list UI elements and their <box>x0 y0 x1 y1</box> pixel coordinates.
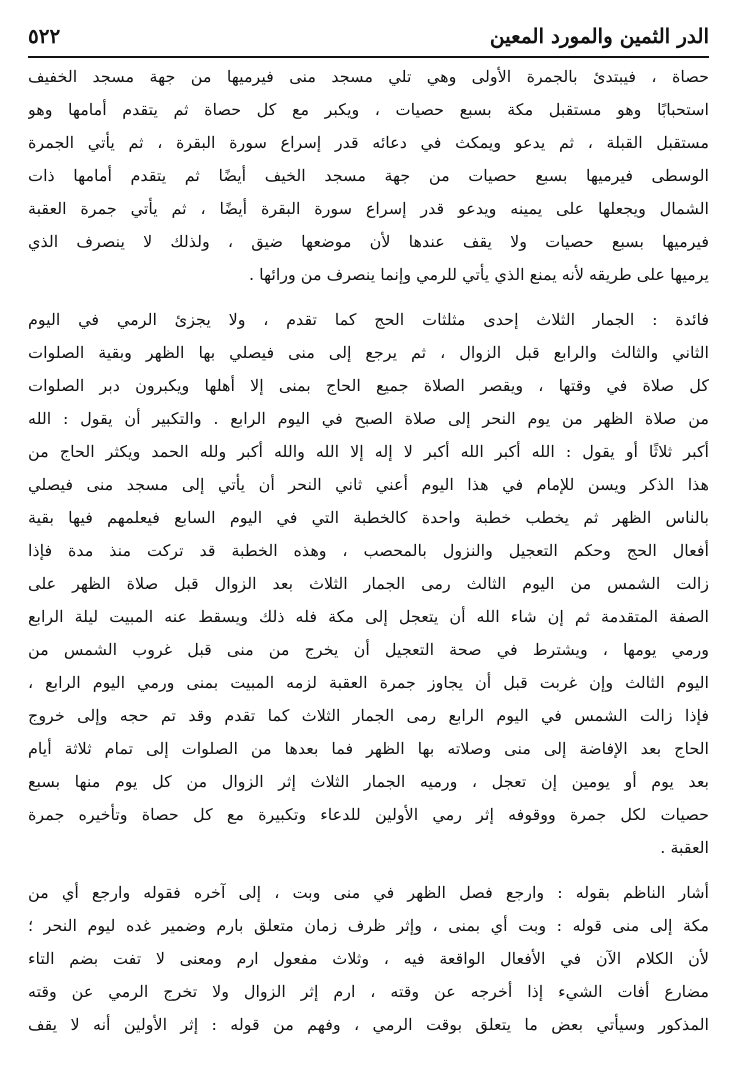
text-line: بعد يوم أو يومين إن تعجل ، ورميه الجمار الثلاث إثر الزوال من كل يوم منها بسبع <box>28 772 709 791</box>
text-line: مضارع أفات الشيء إذا أخرجه عن وقته ، ارم إثر الزوال ولا تخرج الرمي عن وقته <box>28 982 709 1001</box>
text-line: اليوم الثالث وإن غربت قبل أن يجاوز جمرة العقبة لزمه المبيت بمنى ورمي اليوم الرابع ، <box>28 673 709 692</box>
text-line: الوسطى فيرميها بسبع حصيات من جهة مسجد الخيف أيضًا ثم يتقدم أمامها ذات <box>28 166 709 185</box>
text-line: فائدة : الجمار الثلاث إحدى مثلثات الحج كما تقدم ، ولا يجزئ الرمي في اليوم <box>28 310 709 329</box>
text-line: حصيات لكل جمرة ووقوفه إثر رمي الأولين للدعاء وتكبيرة مع كل حصاة وتأخيره جمرة <box>28 805 709 824</box>
text-line: مستقبل القبلة ، ثم يدعو ويمكث في دعائه قدر إسراع سورة البقرة ، ثم يأتي الجمرة <box>28 133 709 152</box>
text-line: الحاج بعد الإفاضة إلى منى وصلاته بها الظهر فما بعدها من الصلوات إلى تمام ثلاثة أيام <box>28 739 709 758</box>
text-line: بالناس الظهر ثم يخطب خطبة واحدة كالخطبة التي في اليوم السابع فيعلمهم فيها بقية <box>28 508 709 527</box>
paragraph-1 <box>28 60 709 291</box>
paragraph-gap <box>28 291 709 303</box>
text-line: فيرميها بسبع حصيات ولا يقف عندها لأن موضعها ضيق ، ولذلك لا ينصرف الذي <box>28 232 709 251</box>
text-line: من صلاة الظهر من يوم النحر إلى صلاة الصبح في اليوم الرابع . والتكبير أن يقول : الله <box>28 409 709 428</box>
text-line: أشار الناظم بقوله : وارجع فصل الظهر في منى وبت ، إلى آخره فقوله وارجع أي من <box>28 883 709 902</box>
page-number: ٥٢٢ <box>28 24 61 48</box>
page-header <box>28 22 709 58</box>
text-line: أفعال الحج وحكم التعجيل والنزول بالمحصب ، وهذه الخطبة قد تركت منذ مدة فإذا <box>28 541 709 560</box>
text-line: المذكور وسيأتي بعض ما يتعلق بوقت الرمي ، وفهم من قوله : إثر الأولين أنه لا يقف <box>28 1015 709 1034</box>
text-line: ورمي يومها ، ويشترط في صحة التعجيل أن يخرج من منى قبل غروب الشمس من <box>28 640 709 659</box>
paragraph-3 <box>28 876 709 1041</box>
text-line: يرميها على طريقه لأنه يمنع الذي يأتي للرمي وإنما ينصرف من ورائها . <box>248 265 709 284</box>
text-line: الصفة المتقدمة ثم إن شاء الله أن يتعجل إلى مكة فله ذلك ويسقط عنه المبيت ليلة الرابع <box>28 607 709 626</box>
text-line: زالت الشمس من اليوم الثالث رمى الجمار الثلاث بعد الزوال قبل صلاة الظهر على <box>28 574 709 593</box>
paragraph-gap <box>28 864 709 876</box>
text-line: فإذا زالت الشمس في اليوم الرابع رمى الجمار الثلاث كما تقدم وقد تم حجه وإلى خروج <box>28 706 709 725</box>
text-line: مكة إلى منى قوله : وبت أي بمنى ، وإثر ظرف زمان متعلق بارم وضمير غده ليوم النحر ؛ <box>28 916 709 935</box>
text-line: لأن الكلام الآن في الأفعال الواقعة فيه ، وثلاث مفعول ارم ومعنى لا تفت بضم التاء <box>28 949 709 968</box>
page-body <box>28 60 709 1041</box>
text-line: استحبابًا وهو مستقبل مكة بسبع حصيات ، ويكبر مع كل حصاة ثم يتقدم أمامها وهو <box>28 100 709 119</box>
text-line: العقبة . <box>660 838 709 857</box>
text-line: كل صلاة في وقتها ، ويقصر الصلاة جميع الحاج بمنى إلا أهلها ويكبرون دبر الصلوات <box>28 376 709 395</box>
paragraph-2 <box>28 303 709 864</box>
text-line: الثاني والثالث والرابع قبل الزوال ، ثم يرجع إلى منى فيصلي بها الظهر وبقية الصلوات <box>28 343 709 362</box>
text-line: الشمال ويجعلها على يمينه ويدعو قدر إسراع سورة البقرة أيضًا ، ثم يأتي جمرة العقبة <box>28 199 709 218</box>
running-title: الدر الثمين والمورد المعين <box>489 24 709 48</box>
text-line: أكبر ثلاثًا أو يقول : الله أكبر الله أكبر لا إله إلا الله والله أكبر ولله الحمد ويكثر الحاج من <box>28 442 709 461</box>
text-line: حصاة ، فيبتدئ بالجمرة الأولى وهي تلي مسجد منى فيرميها من جهة مسجد الخفيف <box>28 67 709 86</box>
text-line: هذا الذكر ويسن للإمام في هذا اليوم أعني ثاني النحر أن يأتي إلى مسجد منى فيصلي <box>28 475 709 494</box>
